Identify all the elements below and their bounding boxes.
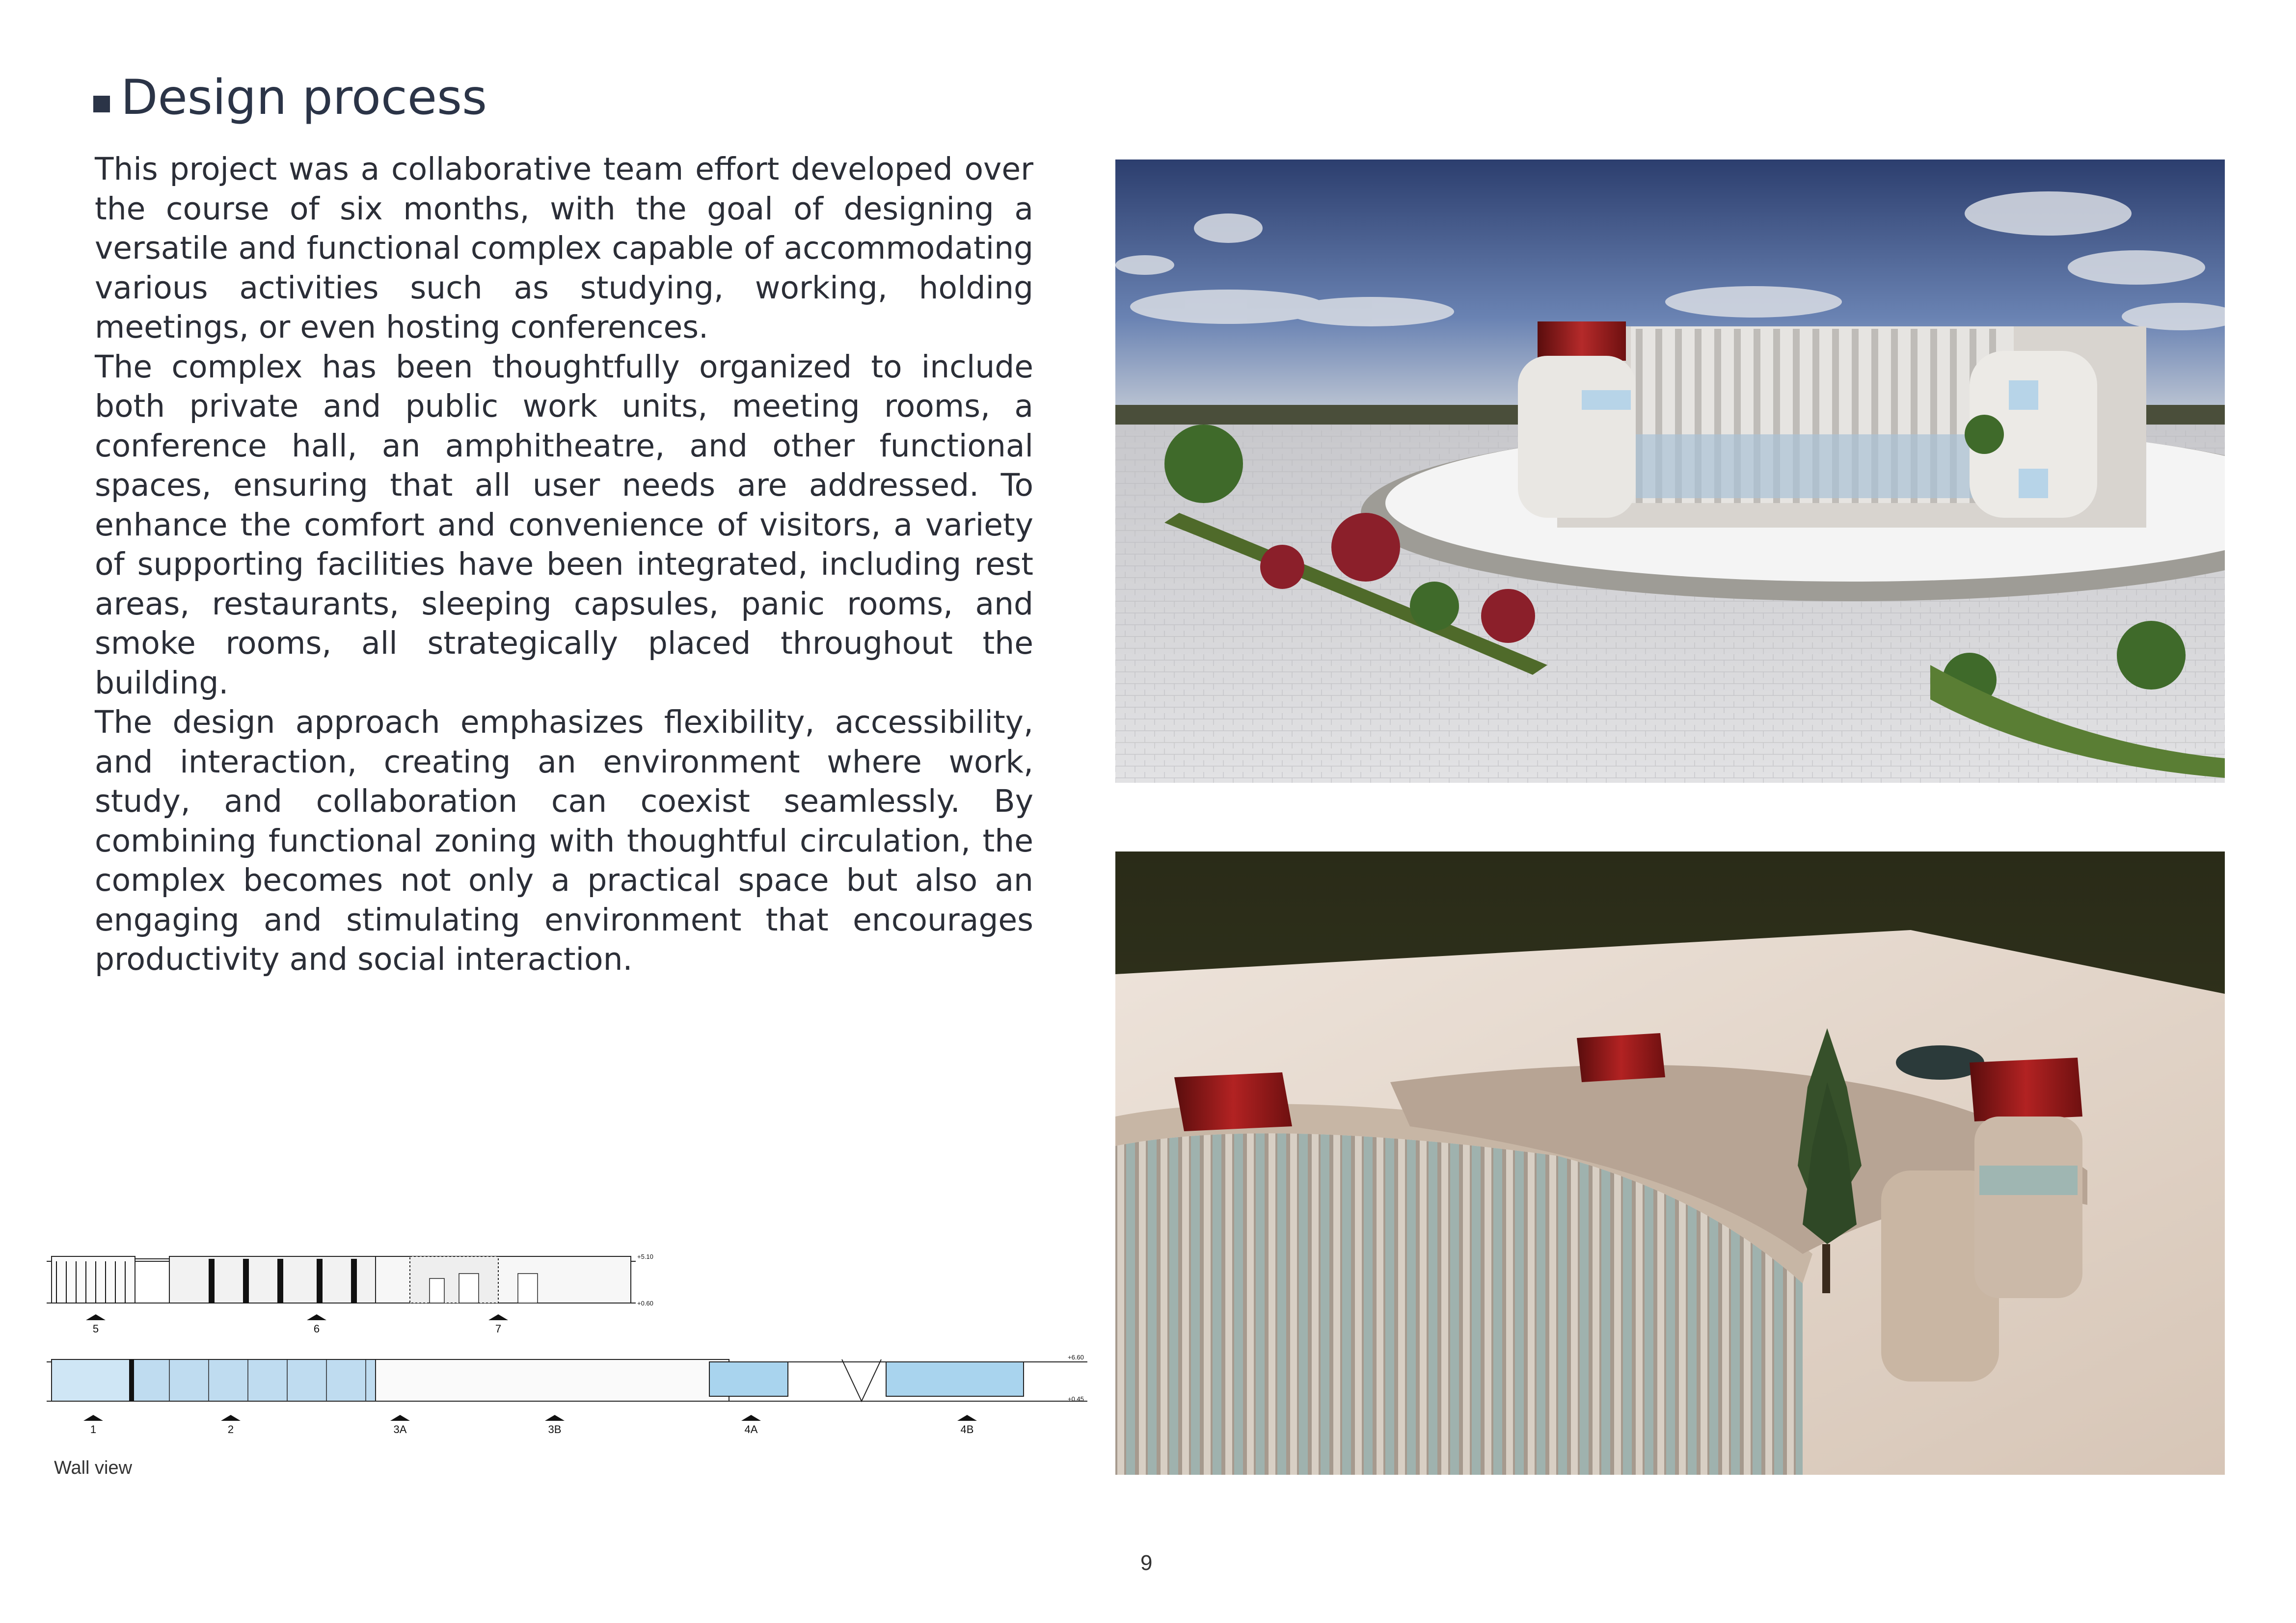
page-number: 9 bbox=[1140, 1551, 1153, 1575]
aerial-render-illustration bbox=[1115, 851, 2225, 1475]
section-marker-3b: 3B bbox=[548, 1423, 562, 1436]
paragraph-2: The complex has been thoughtfully organized to include both private and public work units, meeting rooms, a conference hall, an amphitheatre, and other functional spaces, ensuring that all user needs are addressed. To enhance the comfort and convenience of visitors, a variety of supporting facilities have been integrated, including rest areas, restaurants, sleeping capsules, panic rooms, and smoke rooms, all strategically placed throughout the building. bbox=[95, 348, 1033, 701]
section-marker-6: 6 bbox=[313, 1323, 320, 1335]
section-marker-4a: 4A bbox=[744, 1423, 758, 1436]
paragraph-3: The design approach emphasizes flexibility, accessibility, and interaction, creating an environment where work, study, and collaboration can coexist seamlessly. By combining functional zoning with thoughtful circulation, the complex becomes not only a practical space but also an engaging and stimulating environment that encourages productivity and social interaction. bbox=[95, 704, 1033, 977]
level-label: +5.10 bbox=[637, 1253, 653, 1260]
exterior-render-image bbox=[1115, 160, 2225, 783]
section-marker-2: 2 bbox=[227, 1423, 234, 1436]
wall-elevation-svg bbox=[47, 1212, 1087, 1438]
level-label: +6.60 bbox=[1068, 1354, 1084, 1361]
level-label: +0.45 bbox=[1068, 1395, 1084, 1403]
level-label: +0.60 bbox=[637, 1300, 653, 1307]
square-bullet-icon bbox=[93, 96, 110, 112]
paragraph-1: This project was a collaborative team effort developed over the course of six months, with the goal of designing a versatile and functional complex capable of accommodating various activities such as studying, working, holding meetings, or even hosting conferences. bbox=[95, 151, 1033, 345]
heading bbox=[93, 70, 487, 126]
section-marker-1: 1 bbox=[90, 1423, 97, 1436]
body-text bbox=[95, 150, 1033, 980]
section-marker-7: 7 bbox=[495, 1323, 502, 1335]
aerial-render-image bbox=[1115, 851, 2225, 1475]
exterior-render-illustration bbox=[1115, 160, 2225, 783]
wall-elevation-drawing bbox=[47, 1212, 1087, 1438]
section-marker-5: 5 bbox=[92, 1323, 99, 1335]
section-marker-3a: 3A bbox=[393, 1423, 407, 1436]
section-marker-4b: 4B bbox=[960, 1423, 974, 1436]
page-title: Design process bbox=[121, 70, 487, 126]
drawing-caption: Wall view bbox=[54, 1458, 133, 1478]
